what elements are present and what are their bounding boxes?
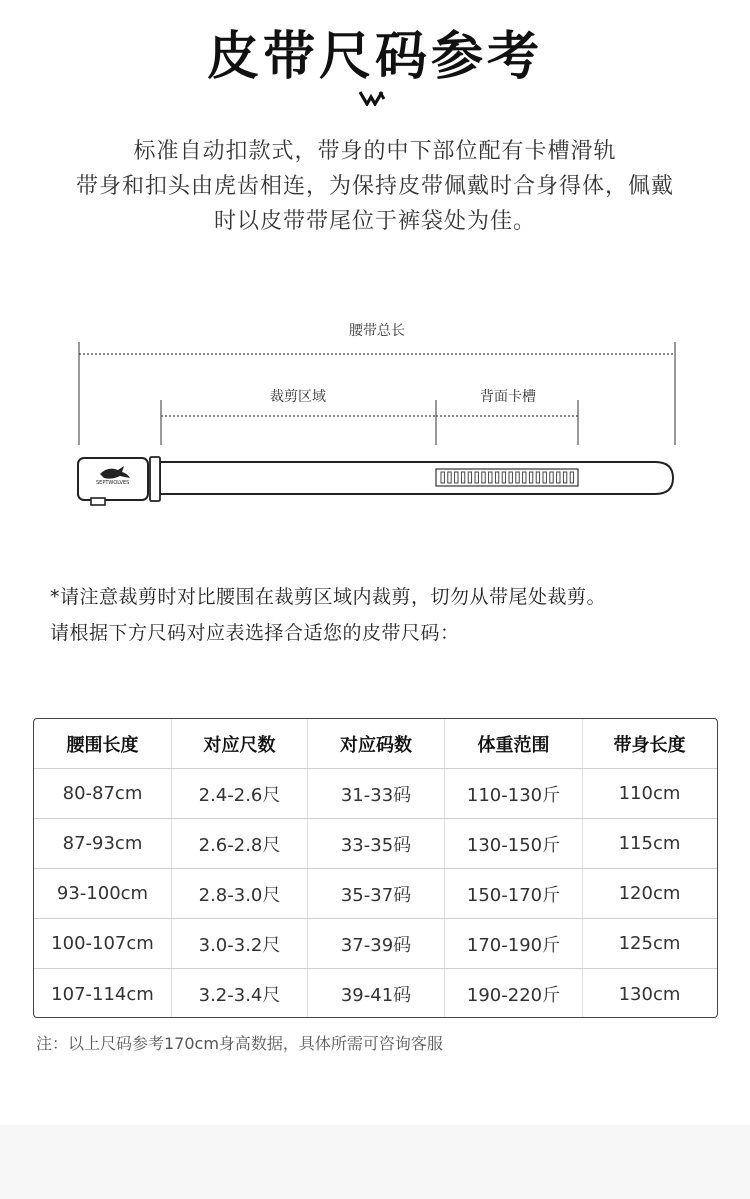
page-title: 皮带尺码参考 [206, 27, 543, 87]
table-cell: 170-190斤 [445, 919, 583, 968]
table-footnote: 注：以上尺码参考170cm身高数据，具体所需可咨询客服 [36, 1034, 443, 1053]
table-header-cell: 腰围长度 [34, 719, 172, 768]
table-cell: 87-93cm [34, 819, 172, 868]
intro-line-1: 标准自动扣款式，带身的中下部位配有卡槽滑轨 [133, 139, 617, 164]
table-header-cell: 带身长度 [613, 734, 686, 756]
table-header-cell: 对应码数 [308, 719, 445, 768]
table-cell: 39-41码 [308, 969, 445, 1018]
table-header-cell: 体重范围 [445, 719, 583, 768]
table-row [34, 919, 717, 969]
table-cell: 93-100cm [34, 869, 172, 918]
table-row [34, 869, 717, 919]
table-cell: 37-39码 [308, 919, 445, 968]
table-row [34, 969, 717, 1018]
intro-text [0, 134, 750, 239]
table-row [34, 819, 717, 869]
cut-zone-label: 裁剪区域 [270, 389, 326, 405]
table-cell: 130-150斤 [445, 819, 583, 868]
table-cell: 2.6-2.8尺 [172, 819, 308, 868]
table-cell: 33-35码 [308, 819, 445, 868]
table-cell: 130cm [618, 983, 681, 1005]
buckle-brand-text: SEPTWOLVES [96, 480, 130, 486]
table-cell: 110cm [618, 783, 681, 804]
bottom-band [0, 1125, 750, 1199]
table-cell: 35-37码 [308, 869, 445, 918]
table-header-cell: 对应尺数 [172, 719, 308, 768]
table-cell: 125cm [618, 933, 681, 954]
table-cell: 31-33码 [308, 769, 445, 818]
table-cell: 80-87cm [34, 769, 172, 818]
table-row [34, 769, 717, 819]
table-cell: 100-107cm [34, 919, 172, 968]
intro-line-3: 时以皮带带尾位于裤袋处为佳。 [213, 209, 536, 234]
table-cell: 190-220斤 [445, 969, 583, 1018]
table-cell: 2.4-2.6尺 [172, 769, 308, 818]
cut-warning-note: *请注意裁剪时对比腰围在裁剪区域内裁剪，切勿从带尾处裁剪。 [50, 586, 607, 608]
double-v-logo-icon [358, 90, 392, 106]
intro-line-2: 带身和扣头由虎齿相连，为保持皮带佩戴时合身得体，佩戴 [75, 174, 674, 199]
size-table [33, 718, 718, 1018]
table-header-row [34, 719, 717, 769]
back-slot-label: 背面卡槽 [480, 389, 536, 405]
table-cell: 120cm [618, 883, 681, 904]
table-cell: 115cm [618, 833, 681, 854]
choose-size-hint: 请根据下方尺码对应表选择合适您的皮带尺码： [50, 622, 460, 644]
total-length-label: 腰带总长 [349, 323, 405, 339]
table-cell: 3.2-3.4尺 [172, 969, 308, 1018]
table-cell: 150-170斤 [445, 869, 583, 918]
belt-diagram [0, 300, 750, 530]
table-cell: 107-114cm [34, 969, 172, 1018]
table-cell: 2.8-3.0尺 [172, 869, 308, 918]
table-cell: 110-130斤 [445, 769, 583, 818]
table-cell: 3.0-3.2尺 [172, 919, 308, 968]
